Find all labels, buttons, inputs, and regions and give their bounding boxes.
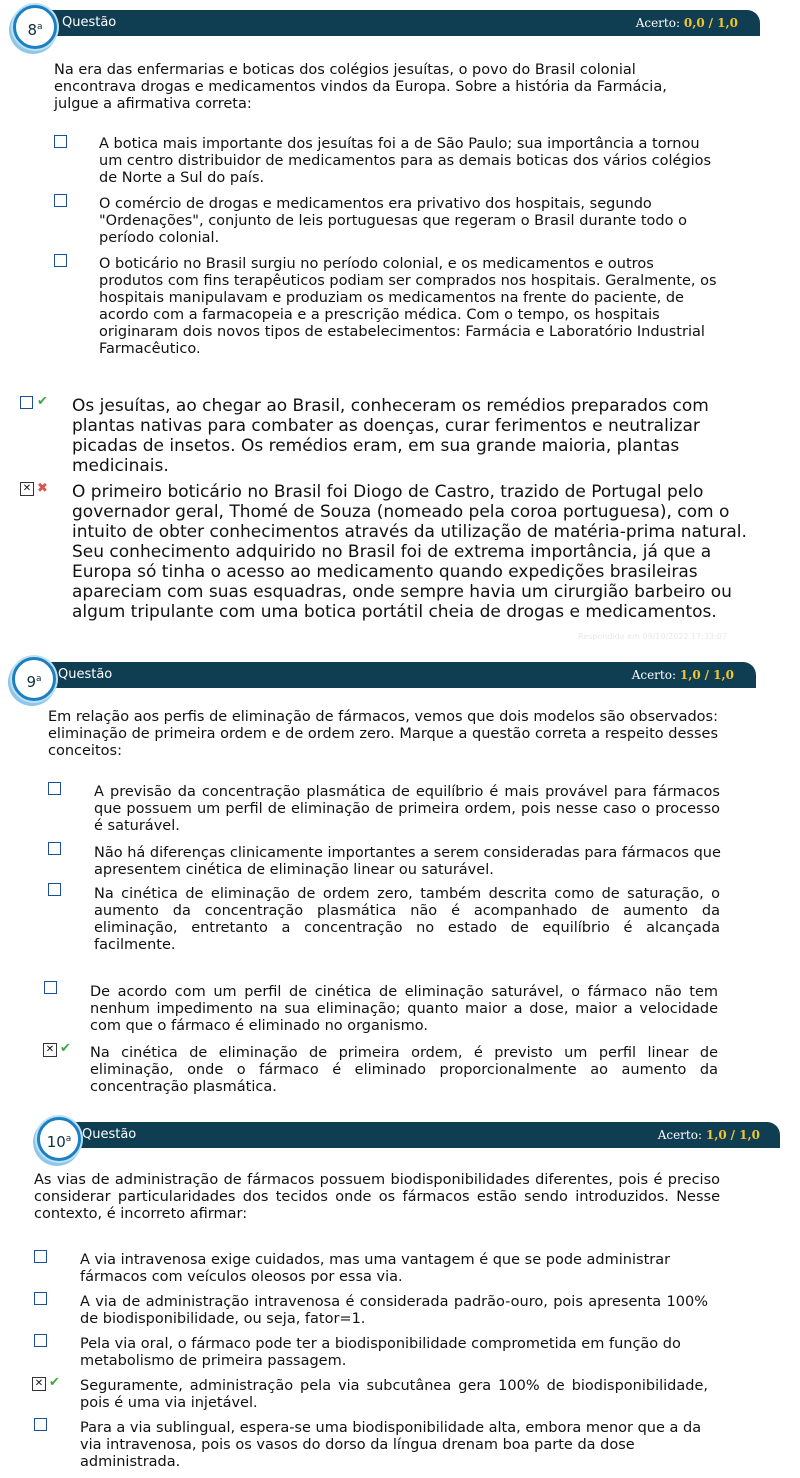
question-8-score: Acerto: 0,0 / 1,0 [635, 16, 738, 30]
q8-option-5-checkbox-selected[interactable]: ✕ [20, 482, 34, 496]
question-10-number-badge: 10$^a$ [37, 1117, 81, 1161]
question-10-label: Questão [82, 1127, 137, 1142]
q10-option-3-checkbox[interactable] [34, 1334, 47, 1347]
q10-option-2-checkbox[interactable] [34, 1292, 47, 1305]
q10-option-5-checkbox[interactable] [34, 1418, 47, 1431]
question-8-header [30, 10, 760, 36]
q8-option-2-checkbox[interactable] [54, 194, 67, 207]
correct-answer-check-icon: ✔ [49, 1375, 60, 1390]
q9-option-2-checkbox[interactable] [48, 842, 61, 855]
correct-answer-check-icon: ✔ [60, 1041, 71, 1056]
q10-option-1[interactable]: A via intravenosa exige cuidados, mas uma vantagem é que se pode administrar fármacos com veículos oleosos por essa via. [80, 1252, 671, 1285]
q9-option-1-checkbox[interactable] [48, 782, 61, 795]
question-10-stem: As vias de administração de fármacos possuem biodisponibilidades diferentes, pois é preciso considerar particularidades dos tecidos onde os fármacos estão sendo introduzidos. Nesse contexto, é incorreto afirmar: [34, 1172, 720, 1222]
q9-option-4-checkbox[interactable] [44, 981, 57, 994]
q9-option-5-checkbox-selected[interactable]: ✕ [43, 1043, 57, 1057]
q9-option-5[interactable]: Na cinética de eliminação de primeira ordem, é previsto um perfil linear de eliminação, onde o fármaco é eliminado proporcionalmente ao aumento da concentração plasmática. [90, 1045, 718, 1095]
q10-option-3[interactable]: Pela via oral, o fármaco pode ter a biodisponibilidade comprometida em função do metabolismo de primeira passagem. [80, 1336, 681, 1369]
q8-option-4[interactable]: Os jesuítas, ao chegar ao Brasil, conheceram os remédios preparados com plantas nativas para combater as doenças, curar ferimentos e neutralizar picadas de insetos. Os remédios eram, em sua grande maioria, plantas medicinais. [72, 396, 709, 476]
question-8-answered-timestamp: Respondido em 09/10/2022 17:33:07 [578, 632, 727, 641]
question-9-stem: Em relação aos perfis de eliminação de fármacos, vemos que dois modelos são observados: eliminação de primeira ordem e de ordem zero. Marque a questão correta a respeito desses conceitos: [48, 709, 718, 759]
wrong-answer-x-icon: ✖ [37, 481, 48, 496]
q8-option-4-checkbox[interactable] [20, 396, 33, 409]
q10-option-4[interactable]: Seguramente, administração pela via subcutânea gera 100% de biodisponibilidade, pois é uma via injetável. [80, 1378, 708, 1411]
question-8-label: Questão [62, 15, 117, 30]
question-8-number-badge: 8$^a$ [13, 5, 57, 49]
q8-option-5[interactable]: O primeiro boticário no Brasil foi Diogo de Castro, trazido de Portugal pelo governador geral, Thomé de Souza (nomeado pela coroa portuguesa), com o intuito de obter conhecimentos através da utilização de matéria-prima natural. Seu conhecimento adquirido no Brasil foi de extrema importância, já que a Europa só tinha o acesso ao medicamento quando expedições brasileiras apareciam com suas esquadras, onde sempre havia um cirurgião barbeiro ou algum tripulante com uma botica portátil cheia de drogas e medicamentos. [72, 482, 747, 622]
q10-option-1-checkbox[interactable] [34, 1250, 47, 1263]
q9-option-4[interactable]: De acordo com um perfil de cinética de eliminação saturável, o fármaco não tem nenhum impedimento na sua eliminação; quanto maior a dose, maior a velocidade com que o fármaco é eliminado no organismo. [90, 984, 718, 1034]
q10-option-2[interactable]: A via de administração intravenosa é considerada padrão-ouro, pois apresenta 100% de biodisponibilidade, ou seja, fator=1. [80, 1294, 708, 1327]
q9-option-3-checkbox[interactable] [48, 883, 61, 896]
correct-answer-check-icon: ✔ [37, 394, 48, 409]
q10-option-5[interactable]: Para a via sublingual, espera-se uma biodisponibilidade alta, embora menor que a da via intravenosa, pois os vasos do dorso da língua drenam boa parte da dose administrada. [80, 1420, 702, 1470]
question-8-stem: Na era das enfermarias e boticas dos colégios jesuítas, o povo do Brasil colonial encontrava drogas e medicamentos vindos da Europa. Sobre a história da Farmácia, julgue a afirmativa correta: [54, 62, 667, 112]
q9-option-1[interactable]: A previsão da concentração plasmática de equilíbrio é mais provável para fármacos que possuem um perfil de eliminação de primeira ordem, pois nesse caso o processo é saturável. [94, 784, 720, 834]
question-9-number-badge: 9$^a$ [12, 657, 56, 701]
question-10-score: Acerto: 1,0 / 1,0 [657, 1128, 760, 1142]
q8-option-2[interactable]: O comércio de drogas e medicamentos era privativo dos hospitais, segundo "Ordenações", conjunto de leis portuguesas que regeram o Brasil durante todo o período colonial. [99, 196, 687, 246]
q10-option-4-checkbox-selected[interactable]: ✕ [32, 1377, 46, 1391]
q8-option-3[interactable]: O boticário no Brasil surgiu no período colonial, e os medicamentos e outros produtos com fins terapêuticos podiam ser comprados nos hospitais. Geralmente, os hospitais manipulavam e produziam os medicamentos na frente do paciente, de acordo com a farmacopeia e a prescrição médica. Com o tempo, os hospitais originaram dois novos tipos de estabelecimentos: Farmácia e Laboratório Industrial Farmacêutico. [99, 256, 717, 357]
question-9-label: Questão [58, 667, 113, 682]
question-10-header [50, 1122, 780, 1148]
q8-option-3-checkbox[interactable] [54, 254, 67, 267]
q8-option-1-checkbox[interactable] [54, 135, 67, 148]
q9-option-2[interactable]: Não há diferenças clinicamente importantes a serem consideradas para fármacos que apresentem cinética de eliminação linear ou saturável. [94, 845, 721, 878]
q9-option-3[interactable]: Na cinética de eliminação de ordem zero, também descrita como de saturação, o aumento da concentração plasmática não é acompanhado de aumento da eliminação, entretanto a concentração no estado de equilíbrio é alcançada facilmente. [94, 886, 720, 953]
question-9-score: Acerto: 1,0 / 1,0 [631, 668, 734, 682]
q8-option-1[interactable]: A botica mais importante dos jesuítas foi a de São Paulo; sua importância a tornou um centro distribuidor de medicamentos para as demais boticas dos vários colégios de Norte a Sul do país. [99, 136, 712, 186]
question-9-header [30, 662, 756, 688]
